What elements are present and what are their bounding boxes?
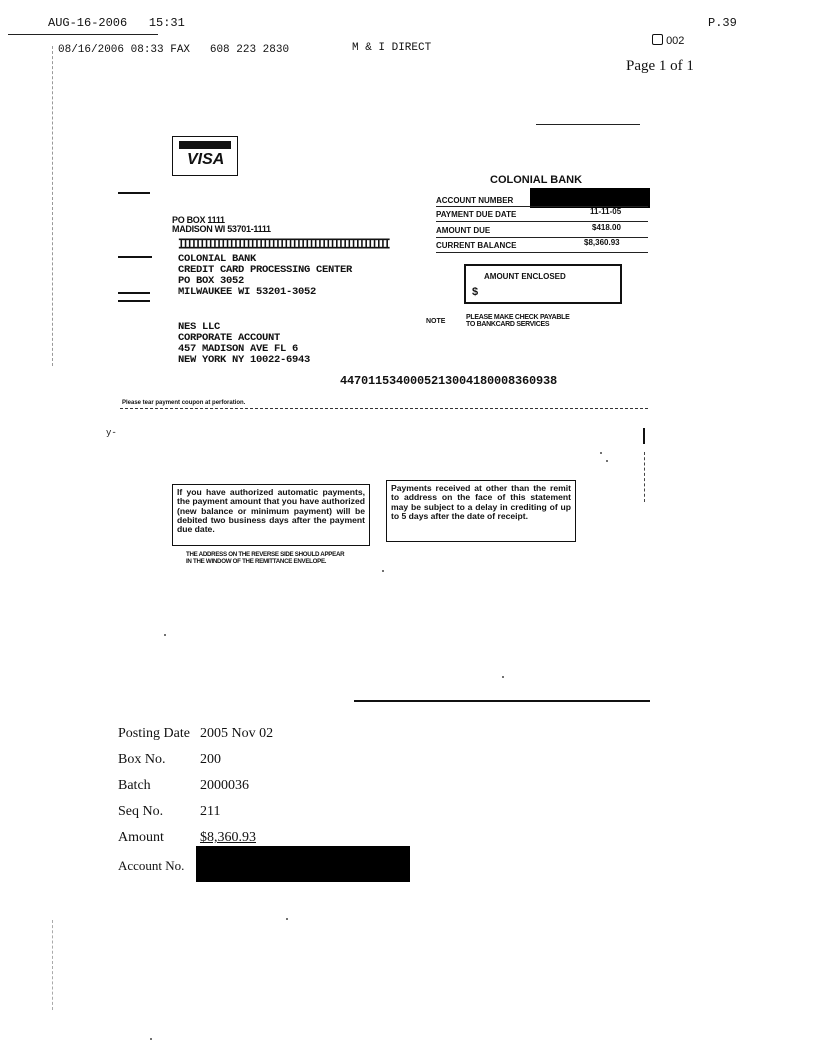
notice-remit-delay — [386, 480, 576, 542]
scan-speck — [286, 918, 288, 920]
posting-row — [118, 804, 378, 820]
scan-speck — [606, 460, 608, 462]
posting-value: 211 — [200, 804, 221, 819]
perforation-line — [120, 408, 648, 409]
scan-edge — [52, 920, 53, 1010]
posting-row — [118, 726, 378, 742]
amount-enclosed-box — [464, 264, 622, 304]
posting-label: Account No. — [118, 858, 185, 873]
current-balance-value: $8,360.93 — [584, 238, 620, 247]
amount-due-value: $418.00 — [592, 223, 621, 232]
fax-top-date: AUG-16-2006 — [48, 16, 128, 30]
customer-address-line: NES LLC — [178, 321, 221, 333]
fax-top-line — [48, 16, 185, 30]
payment-due-label: PAYMENT DUE DATE — [436, 210, 517, 219]
posting-row — [118, 752, 378, 768]
envelope-window-note-line: THE ADDRESS ON THE REVERSE SIDE SHOULD APPEAR — [186, 551, 345, 558]
margin-mark-3 — [118, 292, 150, 294]
visa-wordmark: VISA — [187, 151, 225, 168]
scan-speck — [502, 676, 504, 678]
ocr-scan-line: 4470115340005213004180008360938 — [340, 374, 558, 388]
account-number-redaction — [530, 188, 650, 208]
current-balance-label: CURRENT BALANCE — [436, 241, 517, 250]
scan-speck — [164, 634, 166, 636]
fax-page-counter — [652, 34, 684, 47]
posting-row — [118, 830, 378, 846]
scan-mark-vertical — [643, 428, 645, 444]
fax-icon — [652, 34, 663, 45]
visa-card-stripe — [179, 141, 231, 149]
return-address-line: PO BOX 1111 — [172, 215, 225, 225]
bank-name: COLONIAL BANK — [490, 174, 583, 186]
notice-auto-payment — [172, 484, 370, 546]
return-address — [172, 216, 271, 235]
section-divider — [354, 700, 650, 702]
amount-enclosed-label: AMOUNT ENCLOSED — [484, 272, 566, 281]
payee-address-line: COLONIAL BANK — [178, 253, 257, 265]
payee-address-line: MILWAUKEE WI 53201-3052 — [178, 286, 317, 299]
posting-row — [118, 778, 378, 794]
posting-value: 2000036 — [200, 778, 249, 793]
coupon-top-rule — [536, 124, 640, 125]
scan-speck — [382, 570, 384, 572]
check-note-line: TO BANKCARD SERVICES — [466, 321, 550, 329]
scan-mark-vertical — [644, 452, 645, 502]
payee-address-line: CREDIT CARD PROCESSING CENTER — [178, 264, 353, 277]
scan-edge — [52, 46, 53, 366]
account-no-redaction — [196, 846, 410, 882]
posting-label: Seq No. — [118, 804, 164, 819]
amount-due-label: AMOUNT DUE — [436, 226, 491, 235]
notice-remit-delay-text: Payments received at other than the remit to address on the face of this statement may be subject to a delay in crediting of up to 5 days after the date of receipt. — [391, 483, 571, 521]
envelope-window-note-line: IN THE WINDOW OF THE REMITTANCE ENVELOPE. — [186, 557, 327, 565]
field-rule — [436, 221, 648, 222]
posting-value: 2005 Nov 02 — [200, 726, 274, 741]
amount-enclosed-currency: $ — [472, 286, 479, 298]
check-note-line: PLEASE MAKE CHECK PAYABLE — [466, 314, 570, 321]
posting-label: Posting Date — [118, 726, 190, 741]
fax-line2-datetime: 08/16/2006 08:33 FAX — [58, 44, 191, 56]
posting-value: $8,360.93 — [200, 830, 256, 845]
fax-line2 — [58, 44, 289, 56]
visa-logo — [172, 136, 238, 176]
page-of-label: Page 1 of 1 — [626, 58, 694, 74]
perforation-note: Please tear payment coupon at perforation. — [122, 400, 246, 406]
notice-auto-payment-text: If you have authorized automatic payments, the payment amount that you have authorized (new balance or minimum payment) will be debited two business days after the payment due date. — [177, 487, 365, 535]
postal-barcode: IIIIIIIIIIIIIIIIIIIIIIIIIIIIIIIIIIIIIIIIIIIIIIIIII — [178, 238, 389, 254]
scan-speck — [600, 452, 602, 454]
return-address-line: MADISON WI 53701-1111 — [172, 224, 271, 235]
check-note-prefix: NOTE — [426, 318, 446, 325]
customer-address — [178, 322, 310, 366]
margin-mark-2 — [118, 256, 152, 258]
customer-address-line: 457 MADISON AVE FL 6 — [178, 343, 299, 356]
posting-label: Batch — [118, 778, 151, 793]
posting-label: Box No. — [118, 752, 166, 767]
payment-due-value: 11-11-05 — [590, 207, 622, 216]
payee-address — [178, 254, 352, 298]
check-note — [466, 314, 570, 329]
posting-value: 200 — [200, 752, 221, 767]
scan-mark-yen: y- — [106, 428, 117, 438]
account-number-label: ACCOUNT NUMBER — [436, 196, 514, 205]
customer-address-line: CORPORATE ACCOUNT — [178, 332, 281, 345]
fax-line2-sender: M & I DIRECT — [352, 42, 432, 54]
envelope-window-note — [186, 552, 344, 565]
fax-page-counter-value: 002 — [666, 35, 685, 47]
fax-top-page: P.39 — [708, 16, 737, 30]
field-rule — [436, 252, 648, 253]
payee-address-line: PO BOX 3052 — [178, 275, 245, 288]
margin-mark-4 — [118, 300, 150, 302]
customer-address-line: NEW YORK NY 10022-6943 — [178, 354, 311, 367]
margin-mark-1 — [118, 192, 150, 194]
scan-speck — [150, 1038, 152, 1040]
fax-top-time: 15:31 — [148, 16, 185, 30]
fax-top-rule — [8, 34, 158, 35]
posting-label: Amount — [118, 830, 164, 845]
fax-line2-phone: 608 223 2830 — [209, 44, 290, 56]
